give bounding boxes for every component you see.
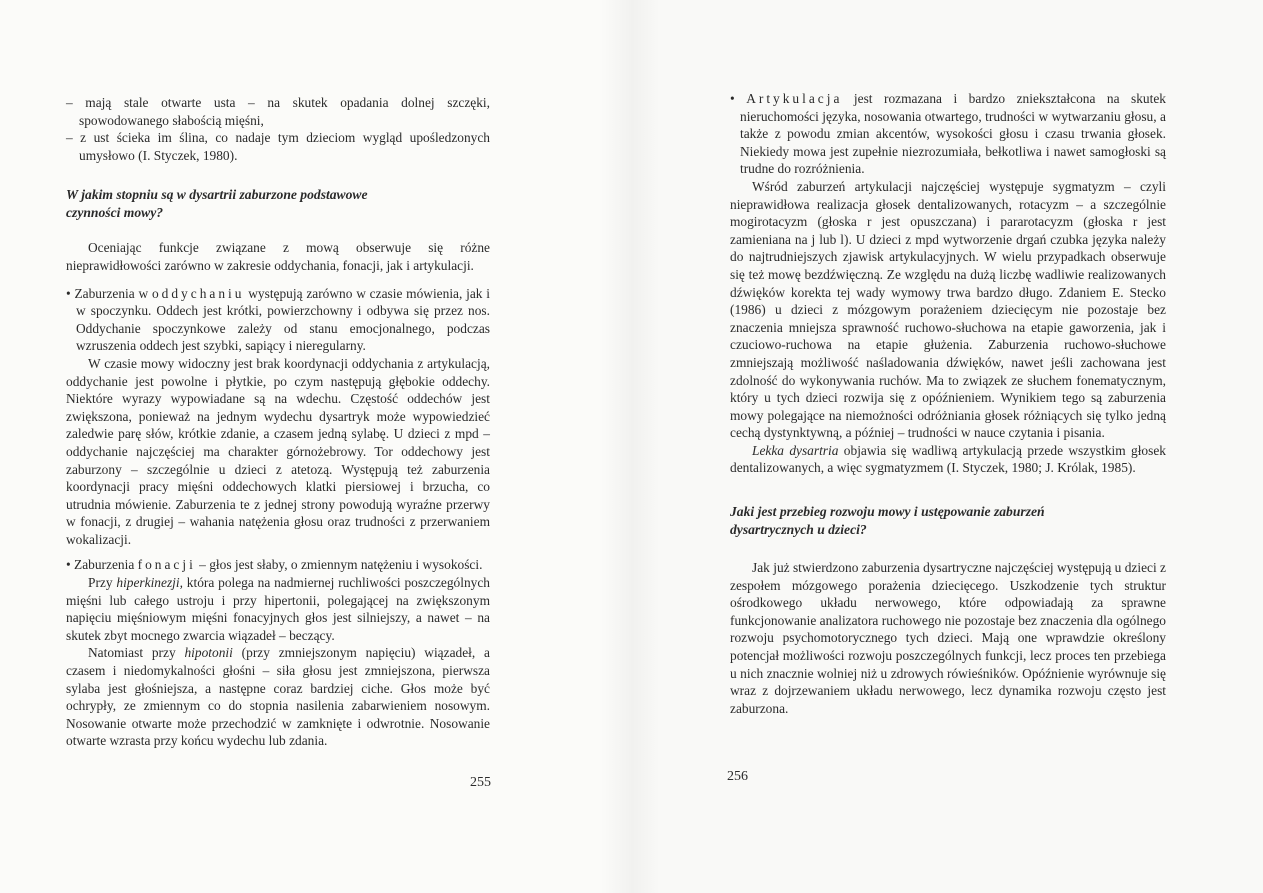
hipotonia-paragraph <box>66 644 490 750</box>
artykulacja-paragraph: • Artykulacja jest rozmazana i bardzo zniekształcona na skutek nieruchomości języka, nosowania otwartego, trudności w wytwarzaniu głosu, a także z powodu zmian akcentów, wysokości głosu i czasu trwania głosek. Niekiedy mowa jest zupełnie niezrozumiała, bełkotliwa i nawet samogłoski są trudne do rozróżnienia. <box>730 91 1166 177</box>
artykulacja-term: Artykulacja <box>746 91 843 106</box>
oddychanie-text: występują zarówno w czasie mówienia, jak i w spoczynku. Oddech jest krótki, powierzchowny i odbywa się przez nos. Oddychanie spoczynkowe zależy od stanu emocjonalnego, podczas wzruszenia oddech jest szybki, sapiący i nieregularny. <box>76 285 490 354</box>
hiperkinezja-term: hiperkinezji, <box>116 575 183 591</box>
left-page-text <box>66 94 490 750</box>
hipotonia-pre: Natomiast przy <box>88 645 176 661</box>
hipotonia-term: hipotonii <box>184 645 233 661</box>
hiperkinezja-text: która polega na nadmiernej ruchliwości poszczególnych mięśni lub całego ustroju i przy hipertonii, polegającej na zwiększonym napięciu mięśniowym mięśni fonacyjnych głos jest silniejszy, a nawet – na skutek zbyt mocnego zwarcia wiązadeł – beczący. <box>66 575 490 643</box>
hiperkinezja-paragraph <box>66 574 490 644</box>
closing-paragraph: Jak już stwierdzono zaburzenia dysartryczne najczęściej występują u dzieci z zespołem mózgowego porażenia dziecięcego. Uszkodzenie tych struktur ośrodkowego układu nerwowego, które odpowiadają za sprawne funkcjonowanie analizatora ruchowego nie pozostaje bez znaczenia dla ogólnego rozwoju psychomotorycznego tych dzieci. Mają one wprawdzie określony potencjał możliwości rozwoju poszczególnych funkcji, lecz proces ten przebiega u nich znacznie wolniej niż u zdrowych rówieśników. Opóźnienie wyrównuje się wraz z dojrzewaniem układu nerwowego, lecz dynamika rozwoju często jest zaburzona. <box>730 560 1166 716</box>
fonacja-lead: Zaburzenia <box>74 557 135 573</box>
section-heading-right: Jaki jest przebieg rozwoju mowy i ustępowanie zaburzeń dysartrycznych u dzieci? <box>730 504 1045 538</box>
dash-item-1: – mają stale otwarte usta – na skutek opadania dolnej szczęki, spowodowanego słabością mięśni, <box>66 95 490 128</box>
book-gutter <box>600 0 660 893</box>
fonacja-term: fonacji <box>137 557 196 573</box>
oddychanie-paragraph-2: W czasie mowy widoczny jest brak koordynacji oddychania z artykulacją, oddychanie jest powolne i płytkie, po czym następują głębokie oddechy. Niektóre wyrazy wypowiadane są na wdechu. Częstość oddechów jest zwiększona, ponieważ na jednym wydechu dysartryk może wypowiedzieć zaledwie parę słów, krótkie zdanie, a czasem jedną sylabę. U dzieci z mpd – oddychanie najczęściej ma charakter górnożebrowy. Tor oddechowy jest zaburzony – szczególnie u dzieci z atetozą. Występują też zaburzenia koordynacji pracy mięśni oddechowych klatki piersiowej i brzucha, co utrudnia mówienie. Zaburzenia te z jednej strony powodują wyraźne przerwy w fonacji, z drugiej – wahania natężenia głosu oraz trudności z przerwaniem wokalizacji. <box>66 355 490 547</box>
intro-paragraph: Oceniając funkcje związane z mową obserwuje się różne nieprawidłowości zarówno w zakresie oddychania, fonacji, jak i artykulacji. <box>66 240 490 273</box>
page-number-right: 256 <box>727 769 748 784</box>
fonacja-text: – głos jest słaby, o zmiennym natężeniu i wysokości. <box>199 557 483 573</box>
hiperkinezja-pre: Przy <box>88 575 113 591</box>
page-number-left: 255 <box>470 775 491 790</box>
oddychanie-paragraph: • Zaburzenia w oddychaniu występują zarówno w czasie mówienia, jak i w spoczynku. Oddech jest krótki, powierzchowny i odbywa się przez nos. Oddychanie spoczynkowe zależy od stanu emocjonalnego, podczas wzruszenia oddech jest szybki, sapiący i nieregularny. <box>66 285 490 354</box>
sygmatyzm-paragraph: Wśród zaburzeń artykulacji najczęściej występuje sygmatyzm – czyli nieprawidłowa realizacja głosek dentalizowanych, rotacyzm – a szczególnie mogirotacyzm (głoska r jest opuszczana) i pararotacyzm (głoska r jest zamieniana na j lub l). U dzieci z mpd wytworzenie drgań czubka języka należy do najtrudniejszych zjawisk artykulacyjnych. W wielu przypadkach obserwuje się też mowę bezdźwięczną. Ze względu na dużą liczbę wadliwie realizowanych dźwięków korekta tej wady wymowy trwa bardzo długo. Zdaniem E. Stecko (1986) u dzieci z mózgowym porażeniem dziecięcym nie pozostaje bez znaczenia mniejsza sprawność ruchowo-słuchowa na etapie gaworzenia, jak i czuciowo-ruchowa na etapie głużenia. Zaburzenia ruchowo-słuchowe zmniejszają możliwość naśladowania dźwięków, nawet jeśli zachowana jest zdolność do wykonywania ruchów. Ma to związek ze słuchem fonematycznym, który u tych dzieci rozwija się z opóźnieniem. Wynikiem tego są zaburzenia mowy polegające na niemożności odróżniania głosek różniących się tylko jedną cechą dystynktywną, a później – trudności w nauce czytania i pisania. <box>730 178 1166 441</box>
artykulacja-text: jest rozmazana i bardzo zniekształcona na skutek nieruchomości języka, nosowania otwartego, trudności w wytwarzaniu głosu, a także z powodu zmian akcentów, wysokości głosu i czasu trwania głosek. Niekiedy mowa jest zupełnie niezrozumiała, bełkotliwa i nawet samogłoski są trudne do rozróżnienia. <box>740 91 1166 177</box>
lekka-dysartria-text: objawia się wadliwą artykulacją przede wszystkim głosek dentalizowanych, a więc sygmatyzmem (I. Styczek, 1980; J. Królak, 1985). <box>730 442 1166 476</box>
fonacja-paragraph: • Zaburzenia fonacji – głos jest słaby, o zmiennym natężeniu i wysokości. <box>66 557 483 573</box>
oddychanie-lead: Zaburzenia w <box>74 285 149 301</box>
dash-item-2: – z ust ścieka im ślina, co nadaje tym dzieciom wygląd upośledzonych umysłowo (I. Styczek, 1980). <box>66 130 490 163</box>
section-heading-left: W jakim stopniu są w dysartrii zaburzone podstawowe czynności mowy? <box>66 187 368 221</box>
oddychanie-term: oddychaniu <box>151 285 245 301</box>
hipotonia-text: (przy zmniejszonym napięciu) wiązadeł, a czasem i niedomykalności głośni – siła głosu jest zmniejszona, pierwsza sylaba jest głośniejsza, a następne coraz bardziej ciche. Głos może być ochrypły, ze zmiennym co do stopnia nasilenia zabarwieniem nosowym. Nosowanie otwarte może przechodzić w zamknięte i odwrotnie. Nosowanie otwarte wzrasta przy końcu wydechu lub zdania. <box>66 645 490 749</box>
lekka-dysartria-term: Lekka dysartria <box>752 442 839 458</box>
lekka-dysartria-paragraph <box>730 442 1166 477</box>
right-page-text <box>730 90 1166 717</box>
